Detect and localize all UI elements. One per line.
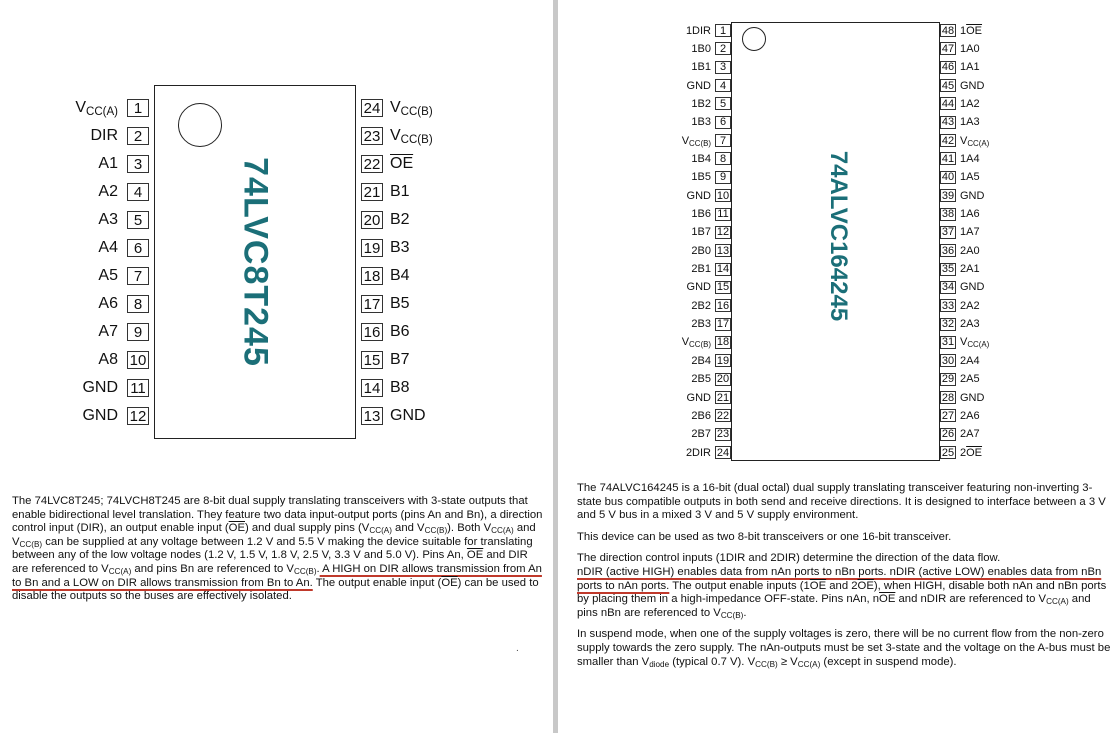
pin-name: $V_{CC(A)}$	[75, 99, 118, 118]
pin-name: A6	[98, 295, 118, 312]
pin-3	[691, 60, 731, 75]
pin-26	[940, 427, 980, 442]
pin-number-box: 5	[127, 211, 149, 229]
pin-name: 2A5	[960, 373, 980, 386]
pin-name: 1B1	[691, 61, 711, 74]
pin-number-box: 22	[716, 409, 730, 422]
pin-number-box: 13	[716, 244, 730, 257]
pin-name: B4	[390, 267, 410, 284]
pin-1	[75, 98, 154, 118]
pin-number-box: 4	[127, 183, 149, 201]
pin-15	[356, 350, 410, 370]
chip-title-left: 74LVC8T245	[236, 157, 275, 367]
pin-name: $V_{CC(A)}$	[960, 134, 990, 148]
pin-name: 2B0	[691, 244, 711, 257]
pin-number-box: 7	[715, 134, 731, 147]
paragraph-4: In suspend mode, when one of the supply voltages is zero, there will be no current flow from the non-zero supply towards the zero supply. The nAn-outputs must be set 3-state and the voltage on the A-bus must be smaller than $V_{diode}$ (typical 0.7 V). $V_{CC(B)} \ge V_{CC(A)}$ (except in suspend mode).	[577, 628, 1111, 669]
pin-9	[98, 322, 154, 342]
pin-number-box: 8	[127, 295, 149, 313]
pin-name: 2B3	[691, 318, 711, 331]
pin-12	[691, 225, 731, 240]
pin-name: A2	[98, 183, 118, 200]
pin-18	[682, 335, 731, 350]
pin-name: 1B7	[691, 226, 711, 239]
pin-number-box: 26	[941, 428, 955, 441]
pin-30	[940, 353, 980, 368]
pin-5	[691, 96, 731, 111]
pin-number-box: 12	[127, 407, 149, 425]
pin-name: A5	[98, 267, 118, 284]
pin-17	[691, 317, 731, 332]
pin-8	[98, 294, 154, 314]
pin-name: A1	[98, 155, 118, 172]
paragraph-3: The direction control inputs (1DIR and 2DIR) determine the direction of the data flow. nDIR (active HIGH) enables data from nAn ports to nBn ports. nDIR (active LOW) enables data from nBn ports to nAn ports. The output enable inputs ($1\overline{OE}$ and $2\overline{OE}$), when HIGH, disable both nAn and nBn ports by placing them in a high-impedance OFF-state. Pins nAn, $n\overline{OE}$ and nDIR are referenced to $V_{CC(A)}$ and pins nBn are referenced to $V_{CC(B)}$.	[577, 552, 1107, 620]
pin-39	[940, 188, 984, 203]
pin-name: $V_{CC(B)}$	[390, 127, 433, 146]
pin-42	[940, 133, 989, 148]
pin-number-box: 7	[127, 267, 149, 285]
pin-name: 2B1	[691, 263, 711, 276]
pin-number-box: 43	[941, 116, 955, 129]
pin1-marker-circle	[742, 27, 766, 51]
pin-name: 1A2	[960, 97, 980, 110]
pin-number-box: 20	[716, 373, 730, 386]
pin-number-box: 33	[941, 299, 955, 312]
pin-29	[940, 372, 980, 387]
pin-number-box: 14	[716, 263, 730, 276]
pin-number-box: 39	[941, 189, 955, 202]
pin-number-box: 45	[941, 79, 955, 92]
pin-number-box: 1	[715, 24, 731, 37]
pin-number-box: 2	[715, 42, 731, 55]
pin-number-box: 23	[716, 428, 730, 441]
pin-name: GND	[82, 407, 118, 424]
pin-name: 1B5	[691, 171, 711, 184]
pin-name: DIR	[90, 127, 118, 144]
pin-name: GND	[960, 79, 985, 92]
description-74alvc164245	[577, 482, 1113, 677]
pin-name: 2B2	[691, 299, 711, 312]
pin-name: 2A7	[960, 428, 980, 441]
pin-name: 1B0	[691, 42, 711, 55]
pin-41	[940, 151, 980, 166]
pin-6	[691, 115, 731, 130]
pin-14	[356, 378, 410, 398]
pin-name: GND	[686, 281, 711, 294]
pin-32	[940, 317, 980, 332]
pin-number-box: 46	[941, 61, 955, 74]
pin-number-box: 41	[941, 152, 955, 165]
pin-name: 2B5	[691, 373, 711, 386]
pin-name: 2A3	[960, 318, 980, 331]
pin-22	[356, 154, 413, 174]
pin-24	[356, 98, 433, 118]
pin-name: GND	[686, 391, 711, 404]
pin-name: $V_{CC(B)}$	[681, 134, 711, 148]
pin-name: A7	[98, 323, 118, 340]
pin-number-box: 6	[127, 239, 149, 257]
pin-28	[940, 390, 984, 405]
pin-name: $V_{CC(B)}$	[681, 336, 711, 350]
pin-number-box: 4	[715, 79, 731, 92]
pin-10	[687, 188, 731, 203]
pin-number-box: 37	[941, 226, 955, 239]
pin-name: 2A6	[960, 409, 980, 422]
pin-name: B2	[390, 211, 410, 228]
pin-4	[98, 182, 154, 202]
pin-name: GND	[960, 281, 985, 294]
pin-number-box: 9	[127, 323, 149, 341]
pin-number-box: 6	[715, 116, 731, 129]
pin-number-box: 19	[716, 354, 730, 367]
pin-name: 2A4	[960, 354, 980, 367]
pin-name: GND	[960, 189, 985, 202]
stray-dot: .	[516, 643, 519, 654]
pin-37	[940, 225, 980, 240]
pin-number-box: 30	[941, 354, 955, 367]
pin-40	[940, 170, 980, 185]
pin-47	[940, 41, 980, 56]
pin-number-box: 20	[361, 211, 383, 229]
pin-number-box: 13	[361, 407, 383, 425]
pin-2	[90, 126, 154, 146]
pin-number-box: 19	[361, 239, 383, 257]
pin-number-box: 3	[715, 61, 731, 74]
pin-number-box: 21	[361, 183, 383, 201]
pin-number-box: 15	[361, 351, 383, 369]
pin-number-box: 10	[716, 189, 730, 202]
pin-number-box: 44	[941, 97, 955, 110]
pin-name: B5	[390, 295, 410, 312]
pin-number-box: 40	[941, 171, 955, 184]
pin-number-box: 14	[361, 379, 383, 397]
pin-number-box: 3	[127, 155, 149, 173]
pin-11	[82, 378, 154, 398]
pin-name: GND	[686, 189, 711, 202]
pin-16	[691, 298, 731, 313]
pin-name: 1DIR	[685, 24, 711, 37]
pin-13	[691, 243, 731, 258]
pin-number-box: 47	[941, 42, 955, 55]
pin-46	[940, 60, 980, 75]
pin-5	[98, 210, 154, 230]
pin-name: 2DIR	[685, 446, 711, 459]
pin-name: 1B3	[691, 116, 711, 129]
pin-21	[356, 182, 410, 202]
pin-number-box: 11	[715, 208, 731, 221]
paragraph-2: This device can be used as two 8-bit transceivers or one 16-bit transceiver.	[577, 530, 952, 543]
pin-43	[940, 115, 980, 130]
pin-number-box: 2	[127, 127, 149, 145]
pin-name: 1A1	[960, 61, 980, 74]
pin-48	[940, 23, 982, 38]
pin-number-box: 18	[716, 336, 730, 349]
pin-number-box: 22	[361, 155, 383, 173]
pin-number-box: 16	[361, 323, 383, 341]
pin-name: 2A1	[960, 263, 980, 276]
pin-name: 1B2	[691, 97, 711, 110]
pin-12	[82, 406, 154, 426]
pin-number-box: 24	[716, 446, 730, 459]
pin-name: $V_{CC(B)}$	[390, 99, 433, 118]
pin-38	[940, 207, 980, 222]
pin-name: A3	[98, 211, 118, 228]
pin-number-box: 42	[941, 134, 955, 147]
pin-name: B1	[390, 183, 410, 200]
pin-number-box: 36	[941, 244, 955, 257]
pin-21	[687, 390, 731, 405]
pin-4	[687, 78, 731, 93]
pin-20	[691, 372, 731, 387]
pin-6	[98, 238, 154, 258]
pin-name: 1A5	[960, 171, 980, 184]
pin-number-box: 18	[361, 267, 383, 285]
pin-name: $1\overline{OE}$	[960, 24, 983, 37]
pin-name: B8	[390, 379, 410, 396]
pin-name: GND	[686, 79, 711, 92]
pin-number-box: 21	[716, 391, 730, 404]
pin-number-box: 32	[941, 318, 955, 331]
pin-name: 2B4	[691, 354, 711, 367]
pin-name: B3	[390, 239, 410, 256]
chip-title-right: 74ALVC164245	[825, 150, 852, 322]
pin-7	[98, 266, 154, 286]
pin-name: $\overline{OE}$	[390, 155, 414, 172]
pin-2	[691, 41, 731, 56]
pin-name: B7	[390, 351, 410, 368]
pin-number-box: 1	[127, 99, 149, 117]
pin-name: 1A7	[960, 226, 980, 239]
pin-11	[691, 207, 731, 222]
pin-number-box: 5	[715, 97, 731, 110]
highlighted-sentence: A HIGH on DIR allows transmission from An to Bn and a LOW on DIR allows transmission from Bn to An.	[12, 562, 542, 589]
pin-number-box: 48	[941, 24, 955, 37]
pin-number-box: 15	[716, 281, 730, 294]
pin-number-box: 31	[941, 336, 955, 349]
pin-19	[691, 353, 731, 368]
pin-name: A4	[98, 239, 118, 256]
pin-27	[940, 408, 980, 423]
pin-34	[940, 280, 984, 295]
pin-number-box: 9	[715, 171, 731, 184]
pin-8	[691, 151, 731, 166]
pin-number-box: 11	[127, 379, 149, 397]
pin-name: 2B7	[691, 428, 711, 441]
pin-name: 1B6	[691, 208, 711, 220]
pin-7	[682, 133, 731, 148]
paragraph-1: The 74ALVC164245 is a 16-bit (dual octal) dual supply translating transceiver featuring non-inverting 3-state bus compatible outputs in both send and receive directions. It is designed to interface between a 3 V and 5 V bus in a mixed 3 V and 5 V supply environment.	[577, 482, 1106, 522]
pin-number-box: 23	[361, 127, 383, 145]
pin-number-box: 35	[941, 263, 955, 276]
pin-name: A8	[98, 351, 118, 368]
pin-number-box: 27	[941, 409, 955, 422]
pin-name: B6	[390, 323, 410, 340]
pin-23	[691, 427, 731, 442]
pin-10	[98, 350, 154, 370]
pin-19	[356, 238, 410, 258]
pin-name: 2B6	[691, 409, 711, 422]
pin-number-box: 24	[361, 99, 383, 117]
pin-33	[940, 298, 980, 313]
pin-number-box: 10	[127, 351, 149, 369]
pin-16	[356, 322, 410, 342]
pin-14	[691, 262, 731, 277]
panel-divider	[553, 0, 558, 733]
description-74lvc8t245: The 74LVC8T245; 74LVCH8T245 are 8-bit dual supply translating transceivers with 3-state outputs that enable bidirectional level translation. They feature two data input-output ports (pins An and Bn), a direction control input (DIR), an output enable input $(\overline{OE})$ and dual supply pins ($V_{CC(A)}$ and $V_{CC(B)}$). Both $V_{CC(A)}$ and $V_{CC(B)}$ can be supplied at any voltage between 1.2 V and 5.5 V making the device suitable for translating between any of the low voltage nodes (1.2 V, 1.5 V, 1.8 V, 2.5 V, 3.3 V and 5.0 V). Pins An, $\overline{OE}$ and DIR are referenced to $V_{CC(A)}$ and pins Bn are referenced to $V_{CC(B)}$. A HIGH on DIR allows transmission from An to Bn and a LOW on DIR allows transmission from Bn to An. The output enable input $(\overline{OE})$ can be used to disable the outputs so the buses are effectively isolated.	[12, 495, 543, 603]
pin-name: 2A2	[960, 299, 980, 312]
pin-9	[691, 170, 731, 185]
pin-18	[356, 266, 410, 286]
pin-name: GND	[82, 379, 118, 396]
pin-44	[940, 96, 980, 111]
pin-name: GND	[390, 407, 426, 424]
pin-name: 1A3	[960, 116, 980, 129]
pin-number-box: 12	[716, 226, 730, 239]
pin-name: 1A4	[960, 152, 980, 165]
highlighted-sentence: nDIR (active HIGH) enables data from nAn ports to nBn ports. nDIR (active LOW) enables data from nBn ports to nAn ports.	[577, 565, 1102, 592]
pin-number-box: 34	[941, 281, 955, 294]
pin-24	[686, 445, 731, 460]
pin-name: $V_{CC(A)}$	[960, 336, 990, 350]
pin-name: 1A0	[960, 42, 980, 55]
pin1-marker-circle	[178, 103, 222, 147]
pin-15	[687, 280, 731, 295]
pin-23	[356, 126, 433, 146]
pin-number-box: 17	[716, 318, 730, 331]
pin-number-box: 25	[941, 446, 955, 459]
pin-13	[356, 406, 426, 426]
pin-17	[356, 294, 410, 314]
pin-3	[98, 154, 154, 174]
pin-name: 1A6	[960, 208, 980, 220]
pin-name: 2A0	[960, 244, 980, 257]
pin-number-box: 8	[715, 152, 731, 165]
pin-31	[940, 335, 989, 350]
pin-name: $2\overline{OE}$	[960, 446, 983, 459]
pin-name: 1B4	[691, 152, 711, 165]
pin-number-box: 28	[941, 391, 955, 404]
pin-number-box: 29	[941, 373, 955, 386]
pin-45	[940, 78, 984, 93]
pin-25	[940, 445, 982, 460]
pin-1	[686, 23, 731, 38]
pin-name: GND	[960, 391, 985, 404]
pin-20	[356, 210, 410, 230]
pin-number-box: 17	[361, 295, 383, 313]
pin-22	[691, 408, 731, 423]
pin-number-box: 38	[941, 208, 955, 220]
pin-36	[940, 243, 980, 258]
pin-number-box: 16	[716, 299, 730, 312]
pin-35	[940, 262, 980, 277]
